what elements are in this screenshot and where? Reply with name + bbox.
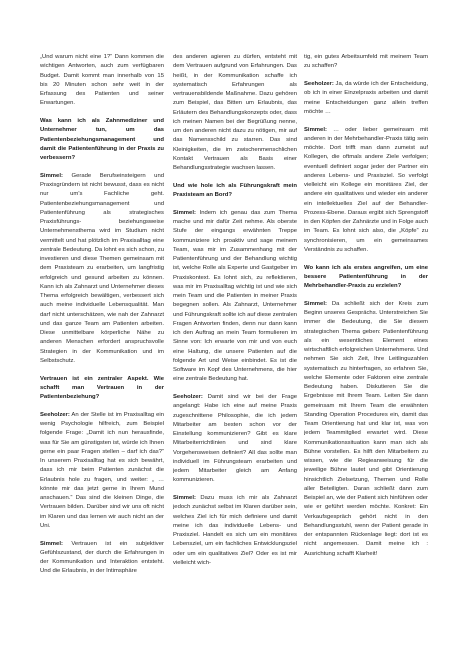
- interview-answer: [304, 53, 428, 72]
- interview-answer: [40, 411, 164, 531]
- answer-text: … oder lieber gemeinsam mit anderen in der Mehrbehandler-Praxis tätig sein möchte. Dort trifft man dann zumeist auf Kollegen, die oftmals andere Ziele verfolgen; eventuell definiert sogar jeder der Partner ein anderes Lebens- und Praxisziel. So verfolgt vielleicht ein Kollege ein monitäres Ziel, der andere ein qualitatives und wieder ein anderer ein intellektuelles Ziel auf der Behandler-Prozess-Ebene. Daraus ergibt sich Sprengstoff in den Köpfen der Zahnärzte und in Folge auch im Team. Es lohnt sich also, die „Köpfe“ zu synchronisieren, um ein gemeinsames Verständnis zu schaffen.: [304, 126, 428, 253]
- answer-text: Damit sind wir bei der Frage angelangt: Habe ich eine auf meine Praxis zugeschnittene Philosophie, die ich jedem Mitarbeiter am besten schon vor der Einstellung kommunizieren? Gibt es klare Mitarbeiterrichtlinien und sind klare Vorgehensweisen definiert? All das sollte man individuell im Führungsteam erarbeiten und jedem Mitarbeiter gleich am Anfang kommunizieren.: [173, 394, 297, 484]
- interview-question: Wo kann ich als erstes angreifen, um eine bessere Patientenführung in der Mehrbehandler-Praxis zu erzielen?: [304, 264, 428, 289]
- interview-answer: [40, 53, 164, 109]
- interview-answer: [173, 393, 297, 486]
- interview-answer: [304, 300, 428, 559]
- answer-text: Gerade Berufseinsteigern und Praxisgründern ist nicht bewusst, dass es nicht nur um's Fachliche geht. Patientenbeziehungsmanagement und Patientenführung als strategisches Praxisführungs- beziehungsweise Unternehmensthema wird im Studium nicht vermittelt und hat plötzlich im Praxisalltag eine zentrale Bedeutung. Da lohnt es sich schon, zu investieren und diese Themen gemeinsam mit dem Praxisteam zu erarbeiten, um langfristig erfolgreich und gesund arbeiten zu können. Kann ich als Zahnarzt und Unternehmer dieses Thema erfolgreich bewältigen, verbessert sich auch meine individuelle Lebensqualität. Man darf nicht unterschätzen, wie nah der Zahnarzt und das ganze Team am Patienten arbeiten. Diese unmittelbare körperliche Nähe zu anderen Menschen erfordert anspruchsvolle Strategien in der Kommunikation und im Selbstschutz.: [40, 172, 164, 364]
- speaker-name: Seeholzer:: [173, 394, 203, 400]
- interview-column-2: [173, 53, 297, 643]
- speaker-name: Seeholzer:: [40, 411, 70, 418]
- answer-text: Indem ich genau das zum Thema mache und mir dafür Zeit nehme. Als oberste Stufe der eingangs erwähnten Treppe kommuniziere ich proaktiv und sage meinem Team, was mir im Zusammenhang mit der Patientenführung und der Behandlung wichtig ist, welche Rolle als Experte und Gastgeber im Praxiskontext. Es lohnt sich, zu reflektieren, was mir im Praxisalltag wichtig ist und wie sich mein Team und die Patienten in meiner Praxis begegnen sollen. Als Zahnarzt, Unternehmer und Führungskraft sollte ich auf diese zentralen Fragen Antworten finden, denn nur dann kann ich den Auftrag an mein Team formulieren im Sinne von: Ich erwarte von mir und von euch eine Haltung, die unsere Patienten auf die folgende Art und Weise einbindet. Es ist die Software im Kopf des Unternehmens, die hier eine zentrale Bedeutung hat.: [173, 209, 297, 383]
- answer-text: Vertrauen ist ein subjektiver Gefühlszustand, der durch die Erfahrungen in der Kommunikation und Interaktion entsteht. Und die Erlaubnis, in der Intimsphäre: [40, 540, 164, 575]
- interview-answer: [173, 209, 297, 385]
- interview-answer: [304, 80, 428, 117]
- speaker-name: Simmel:: [304, 300, 327, 307]
- interview-question: Vertrauen ist ein zentraler Aspekt. Wie schafft man Vertrauen in der Patientenbeziehung?: [40, 375, 164, 400]
- answer-text: Da schließt sich der Kreis zum Beginn unseres Gesprächs. Unterstreichen Sie immer die Bedeutung, die Sie diesem strategischen Thema geben: Patientenführung als ein wesentliches Element eines wirtschaftlich erfolgreichen Unternehmens. Und nehmen Sie sich Zeit, Ihre Leitlinguzahlen systematisch zu hinterfragen, so erfahren Sie, welche Elemente oder Faktoren eine zentrale Bedeutung haben. Diskutieren Sie die Ergebnisse mit Ihrem Team. Leiten Sie dann gemeinsam mit Ihrem Team die erwähnten Standing Operation Procedures ein, damit das Team Orientierung hat und klar ist, was von jedem Teammitglied erwartet wird. Diese Kommunikationssituation kann man sich als Bühne vorstellen. Es hilft den Mitarbeitern zu wissen, wie die Regieanweisung für die jeweilige Bühne lautet und gibt Orientierung hinsichtlich Zielsetzung, Themen und Rolle aller Beteiligten. Daran schließt dann zum Beispiel an, wie der Patient sich hinführen oder wie er geführt werden möchte. Konkret: Ein Verkaufsgespräch gehört nicht in den Behandlungsstuhl, wenn der Patient gerade in der entspannten Rückenlage liegt: dort ist es nicht angemessen. Damit meine ich : Ausrichtung schafft Klarheit!: [304, 300, 428, 557]
- interview-question: Und wie hole ich als Führungskraft mein Praxisteam an Bord?: [173, 182, 297, 198]
- speaker-name: Seeholzer:: [304, 81, 334, 87]
- answer-text: „Und warum nicht eine 1?“ Dann kommen die wichtigen Antworten, auch zum verfügbaren Budget. Damit kommt man innerhalb von 15 bis 20 Minuten schon sehr weit in der Erfassung des Patienten und seiner Erwartungen.: [40, 54, 164, 107]
- answer-text: Dazu muss ich mir als Zahnarzt jedoch zunächst selbst im Klaren darüber sein, welches Ziel ich für mich definiere und damit meine ich das individuelle Lebens- und Praxisziel. Handelt es sich um ein monitäres Lebensziel, um ein fachliches Entwicklungsziel oder um ein qualitatives Ziel? Oder es ist mir vielleicht wich-: [173, 495, 297, 566]
- interview-answer: [40, 540, 164, 577]
- answer-text: An der Stelle ist im Praxisalltag ein wenig Psychologie hilfreich, zum Beispiel folgende Frage: „Damit ich nun herausfinde, was für Sie am günstigsten ist, würde ich Ihnen gerne ein paar Fragen stellen – darf ich das?“ In unserem Praxisalltag hat es sich bewährt, dass ich mir beim Patienten zunächst die Erlaubnis hole zu fragen, und weiter: „ … könnte mir das jetzt gerne in Ihrem Mund anschauen.“ Das sind die kleinen Dinge, die Vertrauen bilden. Darüber sind wir uns oft nicht im Klaren und das lernen wir auch nicht an der Uni.: [40, 411, 164, 529]
- answer-text: des anderen agieren zu dürfen, entsteht mit dem Vertrauen aufgrund von Erfahrungen. Das heißt, in der Kommunikation schaffe ich systematisch Erfahrungen als vertrauensbildende Maßnahme. Dazu gehören zum Beispiel, das Bitten um Erlaubnis, das Erläutern des Behandlungskonzepts oder, dass ich meinen Namen bei der Begrüßung nenne, um den anderen nicht dazu zu nötigen, mir auf das Namensschild zu starren. Das sind Kleinigkeiten, die im zwischenmenschlichen Kontakt Vertrauen als Basis einer Behandlungsstrategie wachsen lassen.: [173, 54, 297, 171]
- interview-answer: [304, 126, 428, 256]
- interview-column-3: [304, 53, 428, 643]
- answer-text: Ja, da würde ich der Entscheidung, ob ich in einer Einzelpraxis arbeiten und damit meine Entscheidungen ganz allein treffen möchte …: [304, 81, 428, 115]
- answer-text: tig, ein gutes Arbeitsumfeld mit meinem Team zu schaffen?: [304, 54, 428, 70]
- speaker-name: Simmel:: [40, 172, 63, 179]
- interview-question: Was kann ich als Zahnmediziner und Unternehmer tun, um das Patientenbeziehungsmanagement und damit die Patientenführung in der Praxis zu verbessern?: [40, 118, 164, 161]
- speaker-name: Simmel:: [40, 540, 63, 547]
- speaker-name: Simmel:: [173, 209, 196, 216]
- interview-answer: [40, 172, 164, 366]
- speaker-name: Simmel:: [173, 495, 196, 501]
- interview-column-1: [40, 53, 164, 643]
- interview-answer: [173, 53, 297, 173]
- interview-answer: [173, 494, 297, 568]
- speaker-name: Simmel:: [304, 126, 327, 133]
